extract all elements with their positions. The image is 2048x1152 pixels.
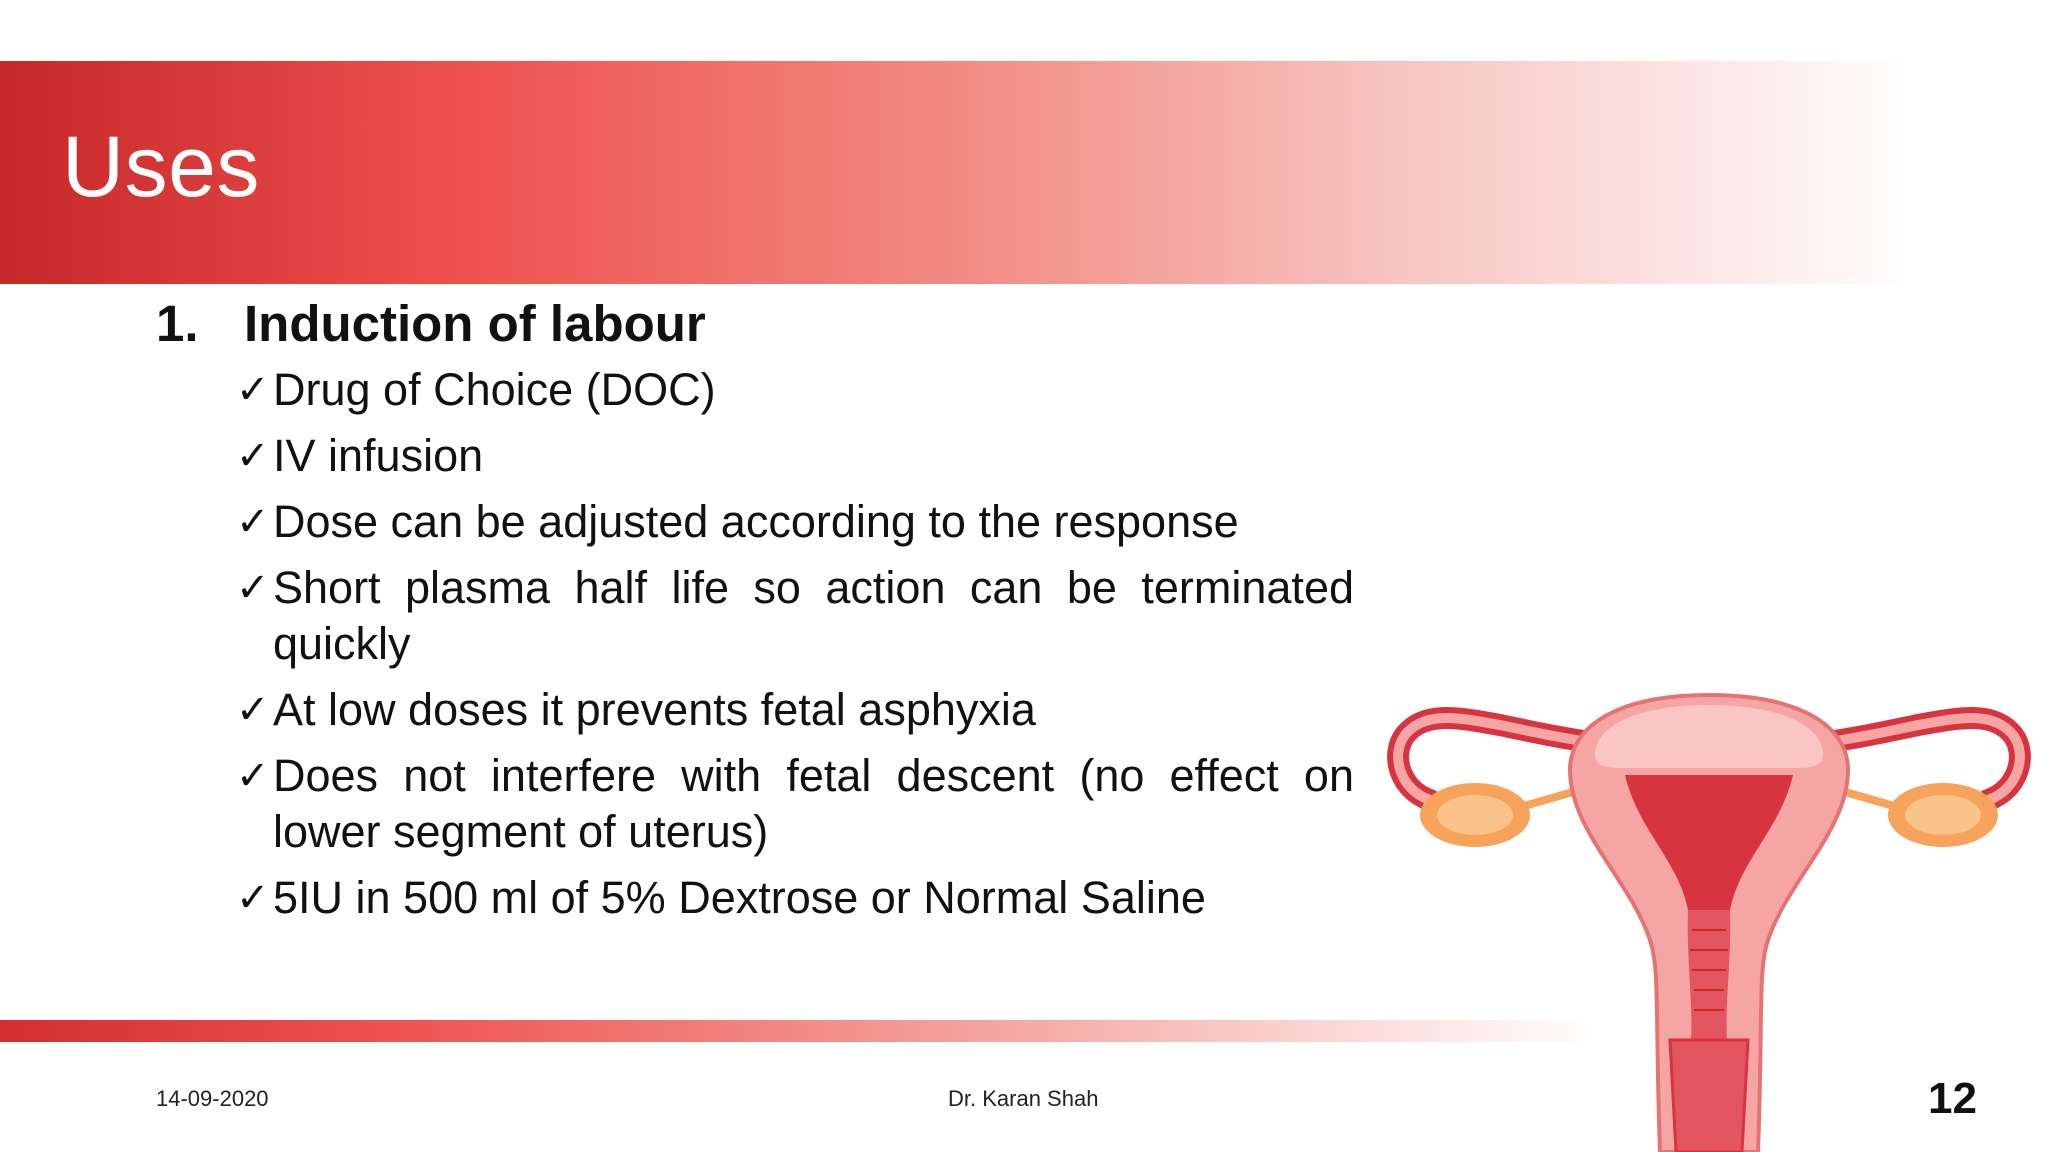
- check-icon: ✓: [236, 433, 270, 479]
- heading-text: Induction of labour: [244, 295, 706, 352]
- check-icon: ✓: [236, 499, 270, 545]
- bullet-text: Dose can be adjusted according to the response: [273, 496, 1239, 547]
- bullet-text: IV infusion: [273, 430, 484, 481]
- bullet-text: 5IU in 500 ml of 5% Dextrose or Normal Saline: [273, 872, 1206, 923]
- bullet-text: Short plasma half life so action can be terminated quickly: [273, 562, 1354, 669]
- bullet-item: [236, 748, 1354, 860]
- check-icon: ✓: [236, 753, 270, 799]
- bottom-band: [0, 1020, 1600, 1042]
- bullet-item: [236, 428, 1354, 484]
- page-number: 12: [1928, 1074, 1977, 1123]
- bullet-text: Does not interfere with fetal descent (no effect on lower segment of uterus): [273, 750, 1354, 857]
- bullet-item: [236, 870, 1354, 926]
- bullet-item: [236, 494, 1354, 550]
- footer-author: Dr. Karan Shah: [948, 1086, 1099, 1111]
- check-icon: ✓: [236, 687, 270, 733]
- bullet-text: At low doses it prevents fetal asphyxia: [273, 684, 1036, 735]
- title-band: [0, 61, 1920, 284]
- section-heading: [156, 294, 706, 353]
- check-icon: ✓: [236, 565, 270, 611]
- bullet-list: [236, 362, 1354, 936]
- heading-number: 1.: [156, 295, 199, 352]
- bullet-text: Drug of Choice (DOC): [273, 364, 716, 415]
- footer-date: 14-09-2020: [156, 1086, 269, 1111]
- bullet-item: [236, 362, 1354, 418]
- bullet-item: [236, 560, 1354, 672]
- bullet-item: [236, 682, 1354, 738]
- slide-title: Uses: [62, 119, 260, 215]
- check-icon: ✓: [236, 875, 270, 921]
- check-icon: ✓: [236, 367, 270, 413]
